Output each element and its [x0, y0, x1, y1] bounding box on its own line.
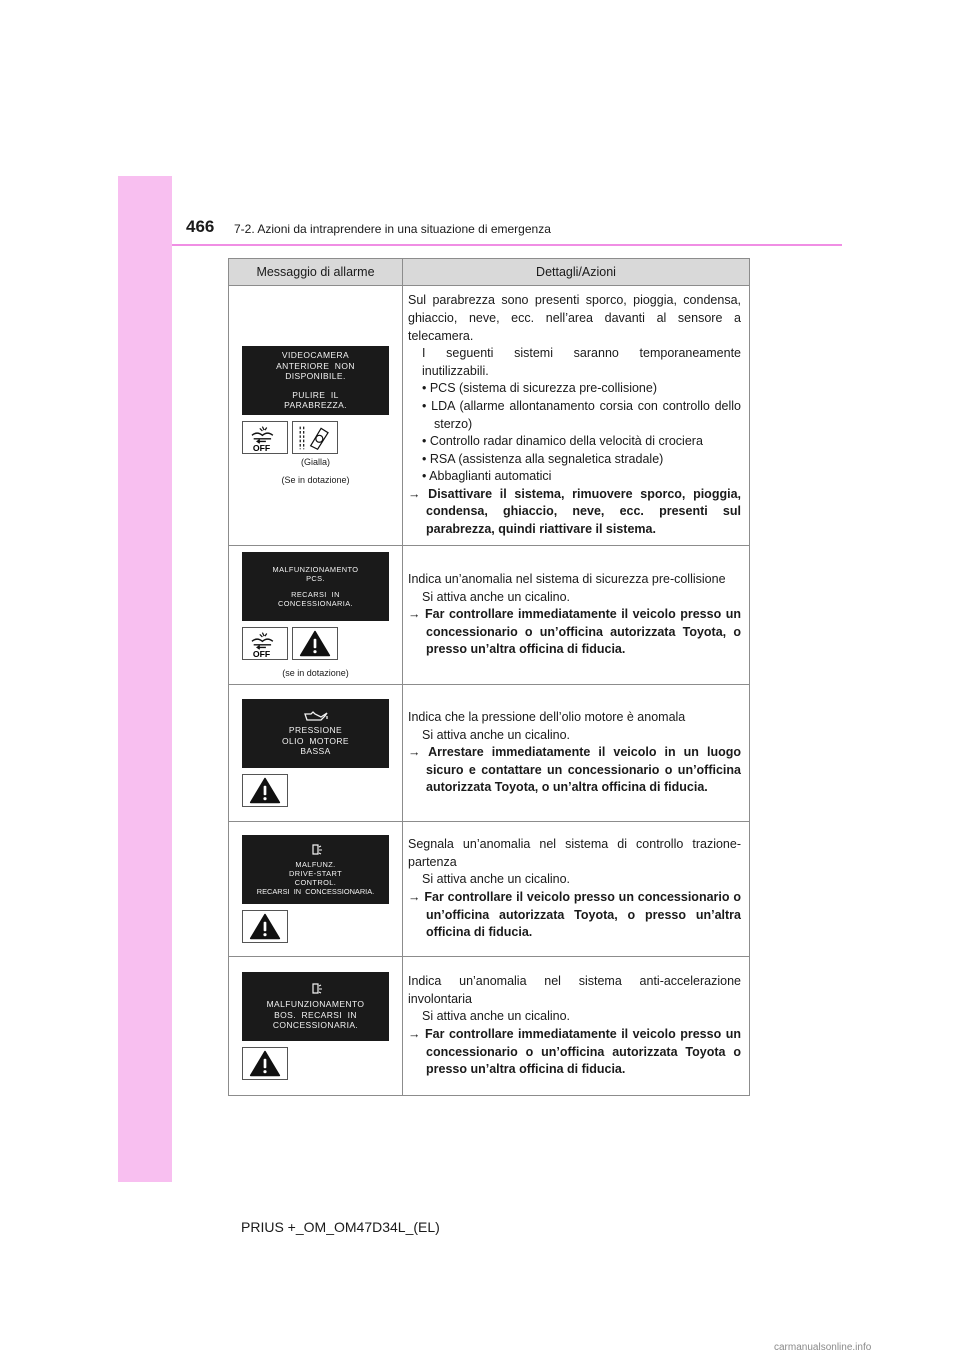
indicator-icons: [242, 627, 389, 660]
list-item: • Abbaglianti automatici: [422, 469, 552, 484]
details-cell: [403, 546, 750, 685]
pcs-off-icon: [242, 627, 288, 660]
display-screen: [242, 699, 389, 768]
list-item: • PCS (sistema di sicurezza pre-collisione): [422, 381, 658, 396]
page-number: 466: [186, 217, 215, 236]
header-rule: [172, 244, 842, 246]
detail-note: I seguenti sistemi saranno temporaneamente inutilizzabili.: [422, 346, 741, 378]
availability-note: (Se in dotazione): [281, 475, 350, 485]
indicator-icons: [242, 774, 389, 807]
details-cell: [403, 685, 750, 822]
watermark: carmanualsonline.info: [774, 1342, 872, 1353]
screen-line: BASSA: [300, 746, 331, 757]
indicator-icons: [242, 1047, 389, 1080]
list-item: • Controllo radar dinamico della velocità di crociera: [422, 434, 703, 449]
screen-line: CONCESSIONARIA.: [272, 1020, 359, 1031]
screen-line: RECARSI IN CONCESSIONARIA.: [256, 887, 375, 896]
screen-line: CONCESSIONARIA.: [278, 599, 353, 608]
table-row: [229, 957, 750, 1096]
warning-icon: [292, 627, 338, 660]
list-item: • LDA (allarme allontanamento corsia con controllo dello sterzo): [422, 398, 741, 431]
list-item: • RSA (assistenza alla segnaletica stradale): [422, 451, 664, 466]
off-label: OFF: [252, 442, 271, 453]
warning-messages-table: [228, 258, 750, 1096]
detail-action: → Far controllare immediatamente il veicolo presso un concessionario o un’officina autorizzata Toyota o presso un’altra officina di fiducia.: [408, 1027, 741, 1077]
screen-line: MALFUNZ.: [295, 860, 336, 869]
detail-description: Segnala un’anomalia nel sistema di controllo trazione-partenza: [408, 837, 741, 869]
screen-line: PCS.: [306, 574, 325, 583]
message-cell: [229, 685, 403, 822]
display-screen: [242, 835, 389, 904]
display-screen: [242, 552, 389, 621]
table-row: [229, 685, 750, 822]
detail-note: Si attiva anche un cicalino.: [422, 872, 571, 887]
table-row: [229, 822, 750, 957]
section-title: 7-2. Azioni da intraprendere in una situazione di emergenza: [234, 222, 551, 236]
detail-action: → Disattivare il sistema, rimuovere sporco, pioggia, condensa, ghiaccio, neve, ecc. presenti sul parabrezza, quindi riattivare il sistema.: [408, 486, 741, 537]
screen-line: MALFUNZIONAMENTO: [266, 999, 365, 1010]
column-header-message: Messaggio di allarme: [229, 259, 403, 286]
table-row: [229, 286, 750, 546]
screen-line: VIDEOCAMERA: [281, 350, 350, 361]
warning-icon: [242, 774, 288, 807]
detail-note: Si attiva anche un cicalino.: [422, 727, 571, 742]
icon-caption: (Gialla): [300, 457, 330, 467]
lda-steering-icon: [292, 421, 338, 454]
warning-icon: [242, 1047, 288, 1080]
screen-line: MALFUNZIONAMENTO: [272, 565, 359, 574]
side-tab: [118, 176, 172, 1182]
screen-line: OLIO MOTORE: [282, 735, 349, 746]
document-code: PRIUS +_OM_OM47D34L_(EL): [241, 1219, 440, 1235]
detail-note: Si attiva anche un cicalino.: [422, 589, 571, 604]
screen-line: BOS. RECARSI IN: [274, 1009, 357, 1020]
details-cell: [403, 822, 750, 957]
details-cell: [403, 957, 750, 1096]
foot-pedal-icon: [309, 982, 323, 996]
off-label: OFF: [252, 648, 271, 659]
details-cell: [403, 286, 750, 546]
warning-icon: [242, 910, 288, 943]
detail-description: Indica un’anomalia nel sistema di sicurezza pre-collisione: [408, 572, 726, 587]
message-cell: [229, 286, 403, 546]
screen-line: PULIRE IL: [292, 389, 339, 400]
message-cell: [229, 822, 403, 957]
oil-can-icon: [303, 710, 329, 722]
indicator-icons: [242, 421, 389, 454]
detail-note: Si attiva anche un cicalino.: [422, 1009, 571, 1024]
screen-line: DISPONIBILE.: [285, 371, 346, 382]
message-cell: [229, 546, 403, 685]
screen-line: ANTERIORE NON: [276, 360, 355, 371]
detail-action: → Far controllare immediatamente il veicolo presso un concessionario o un’officina autorizzata Toyota, o presso un’altra officina di fiducia.: [408, 607, 741, 657]
display-screen: [242, 346, 389, 415]
table-row: [229, 546, 750, 685]
detail-action: → Far controllare il veicolo presso un concessionario o un’officina autorizzata Toyota, o presso un’altra officina di fiducia.: [408, 890, 741, 940]
detail-description: Indica che la pressione dell’olio motore è anomala: [408, 710, 686, 725]
availability-note: (se in dotazione): [282, 668, 349, 678]
screen-line: PRESSIONE: [288, 725, 343, 736]
screen-line: CONTROL.: [294, 878, 337, 887]
detail-description: Indica un’anomalia nel sistema anti-accelerazione involontaria: [408, 974, 741, 1006]
screen-line: DRIVE-START: [289, 869, 342, 878]
pcs-off-icon: [242, 421, 288, 454]
message-cell: [229, 957, 403, 1096]
screen-line: PARABREZZA.: [284, 400, 347, 411]
table-header-row: [229, 259, 750, 286]
detail-action: → Arrestare immediatamente il veicolo in un luogo sicuro e contattare un concessionario o un’officina autorizzata Toyota, o un’altra officina di fiducia.: [408, 745, 741, 795]
display-screen: [242, 972, 389, 1041]
detail-description: Sul parabrezza sono presenti sporco, pioggia, condensa, ghiaccio, neve, ecc. nell’area davanti al sensore a telecamera.: [408, 293, 741, 343]
foot-pedal-icon: [309, 843, 323, 857]
column-header-details: Dettagli/Azioni: [403, 259, 750, 286]
screen-line: RECARSI IN: [291, 590, 340, 599]
indicator-icons: [242, 910, 389, 943]
